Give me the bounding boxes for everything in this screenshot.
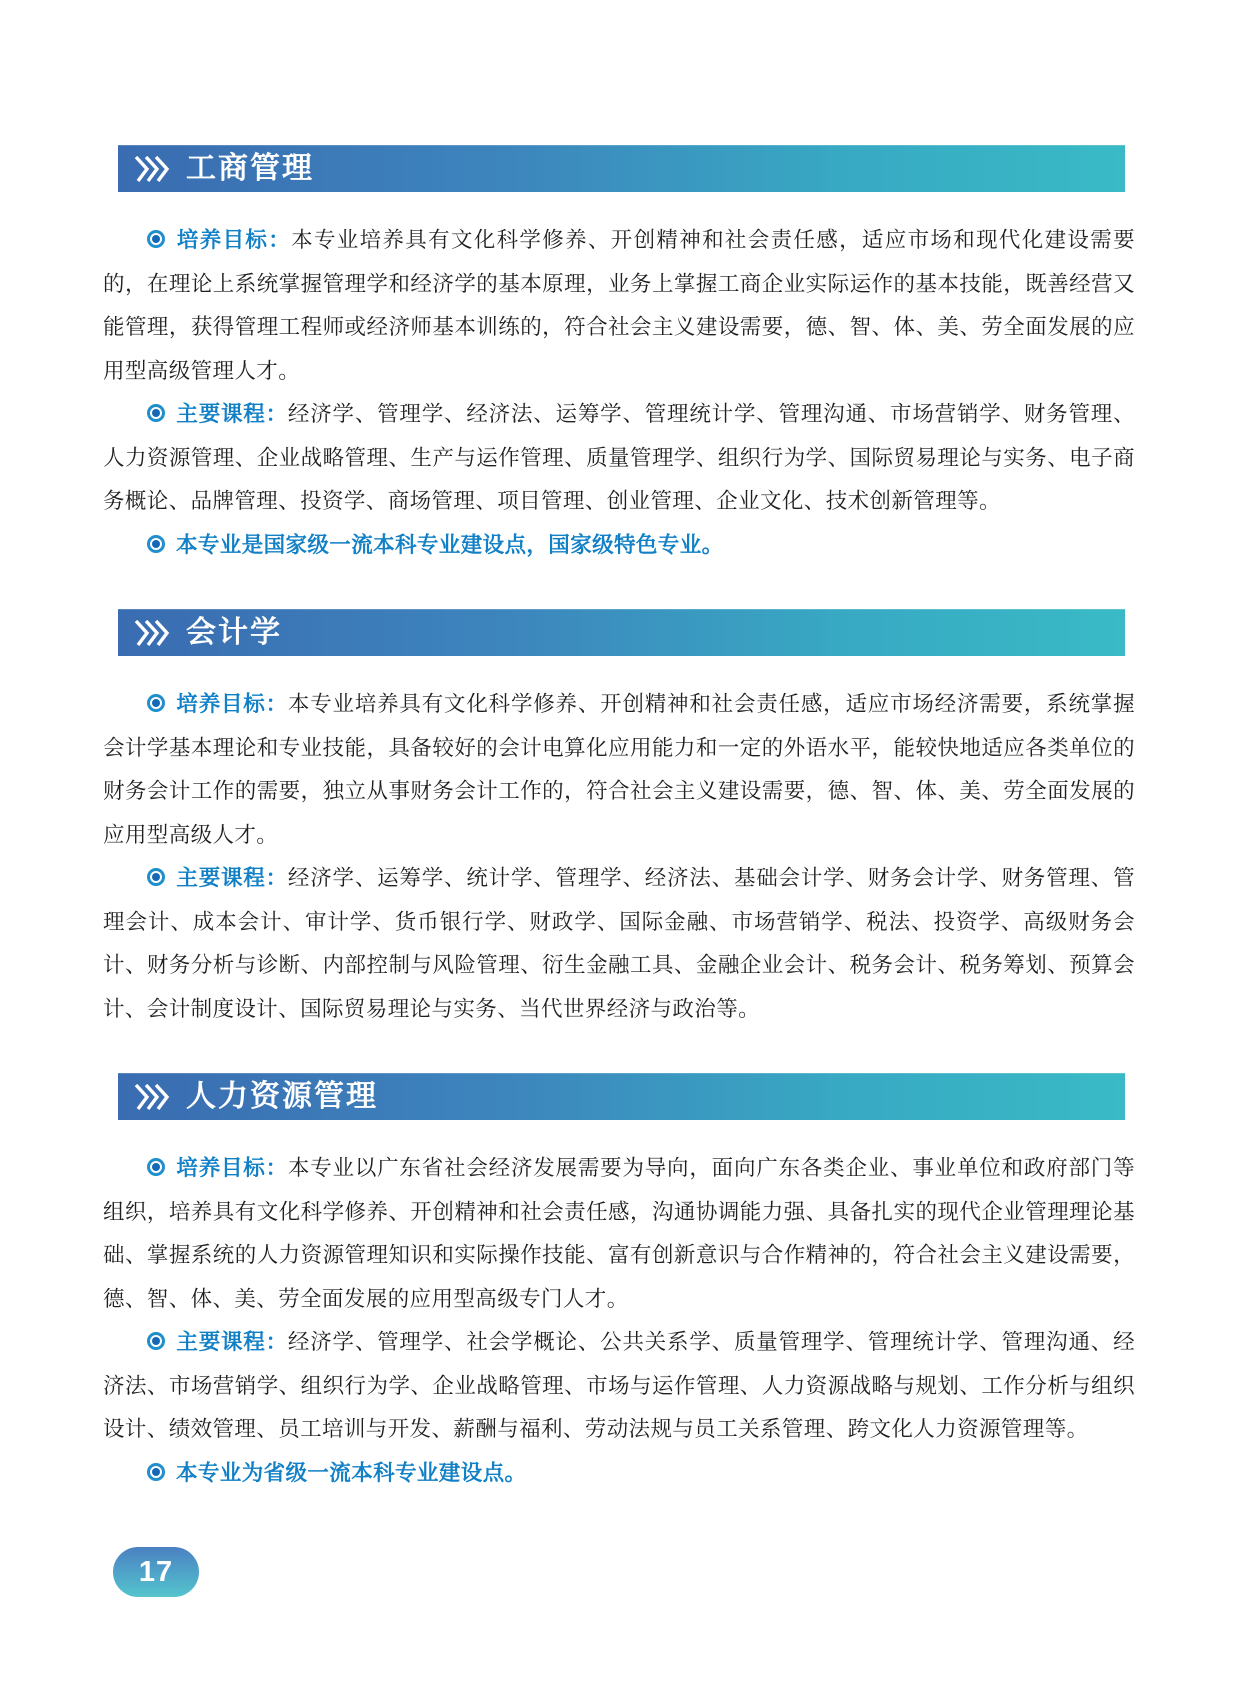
- paragraph-text: 经济学、管理学、社会学概论、公共关系学、质量管理学、管理统计学、管理沟通、经济法、市场营销学、组织行为学、企业战略管理、市场与运作管理、人力资源战略与规划、工作分析与组织设计、绩效管理、员工培训与开发、薪酬与福利、劳动法规与员工关系管理、跨文化人力资源管理等。: [103, 1330, 1135, 1441]
- paragraph-main-courses: [103, 1321, 1135, 1452]
- highlight-text: 本专业为省级一流本科专业建设点。: [176, 1460, 527, 1485]
- paragraph-program-distinction: [103, 1452, 1135, 1496]
- triple-chevron-right-icon: [133, 1084, 173, 1110]
- section-business-administration: [103, 145, 1135, 567]
- target-bullet-icon: [147, 404, 165, 422]
- paragraph-program-distinction: [103, 524, 1135, 568]
- section-header-bar: [118, 1073, 1125, 1120]
- highlight-text: 本专业是国家级一流本科专业建设点，国家级特色专业。: [176, 532, 724, 557]
- paragraph-text: 本专业培养具有文化科学修养、开创精神和社会责任感，适应市场和现代化建设需要的，在理论上系统掌握管理学和经济学的基本原理，业务上掌握工商企业实际运作的基本技能，既善经营又能管理，获得管理工程师或经济师基本训练的，符合社会主义建设需要，德、智、体、美、劳全面发展的应用型高级管理人才。: [103, 228, 1135, 383]
- paragraph-label: 培养目标：: [176, 228, 292, 252]
- triple-chevron-right-icon: [133, 156, 173, 182]
- section-human-resource-management: [103, 1073, 1135, 1495]
- paragraph-label: 培养目标：: [176, 692, 288, 716]
- section-title: 会计学: [186, 615, 282, 649]
- triple-chevron-right-icon: [133, 620, 173, 646]
- paragraph-main-courses: [103, 393, 1135, 524]
- page-number-badge: [113, 1547, 199, 1597]
- target-bullet-icon: [147, 1332, 165, 1350]
- paragraph-text: 经济学、运筹学、统计学、管理学、经济法、基础会计学、财务会计学、财务管理、管理会计、成本会计、审计学、货币银行学、财政学、国际金融、市场营销学、税法、投资学、高级财务会计、财务分析与诊断、内部控制与风险管理、衍生金融工具、金融企业会计、税务会计、税务筹划、预算会计、会计制度设计、国际贸易理论与实务、当代世界经济与政治等。: [103, 866, 1135, 1021]
- section-body: [103, 219, 1135, 567]
- paragraph-main-courses: [103, 857, 1135, 1031]
- section-body: [103, 683, 1135, 1031]
- paragraph-text: 本专业培养具有文化科学修养、开创精神和社会责任感，适应市场经济需要，系统掌握会计学基本理论和专业技能，具备较好的会计电算化应用能力和一定的外语水平，能较快地适应各类单位的财务会计工作的需要，独立从事财务会计工作的，符合社会主义建设需要，德、智、体、美、劳全面发展的应用型高级人才。: [103, 692, 1135, 847]
- paragraph-label: 主要课程：: [176, 1330, 288, 1354]
- paragraph-training-objectives: [103, 219, 1135, 393]
- paragraph-training-objectives: [103, 1147, 1135, 1321]
- target-bullet-icon: [147, 1463, 165, 1481]
- section-accounting: [103, 609, 1135, 1031]
- section-header-bar: [118, 145, 1125, 192]
- paragraph-label: 主要课程：: [176, 866, 288, 890]
- section-title: 工商管理: [186, 151, 314, 185]
- target-bullet-icon: [147, 1158, 165, 1176]
- paragraph-label: 主要课程：: [176, 402, 288, 426]
- paragraph-text: 经济学、管理学、经济法、运筹学、管理统计学、管理沟通、市场营销学、财务管理、人力资源管理、企业战略管理、生产与运作管理、质量管理学、组织行为学、国际贸易理论与实务、电子商务概论、品牌管理、投资学、商场管理、项目管理、创业管理、企业文化、技术创新管理等。: [103, 402, 1135, 513]
- target-bullet-icon: [147, 694, 165, 712]
- target-bullet-icon: [147, 868, 165, 886]
- target-bullet-icon: [147, 535, 165, 553]
- paragraph-training-objectives: [103, 683, 1135, 857]
- section-title: 人力资源管理: [186, 1079, 378, 1113]
- page-number: 17: [138, 1555, 174, 1588]
- section-header-bar: [118, 609, 1125, 656]
- section-body: [103, 1147, 1135, 1495]
- paragraph-label: 培养目标：: [176, 1156, 288, 1180]
- paragraph-text: 本专业以广东省社会经济发展需要为导向，面向广东各类企业、事业单位和政府部门等组织，培养具有文化科学修养、开创精神和社会责任感，沟通协调能力强、具备扎实的现代企业管理理论基础、掌握系统的人力资源管理知识和实际操作技能、富有创新意识与合作精神的，符合社会主义建设需要，德、智、体、美、劳全面发展的应用型高级专门人才。: [103, 1156, 1135, 1311]
- target-bullet-icon: [147, 230, 165, 248]
